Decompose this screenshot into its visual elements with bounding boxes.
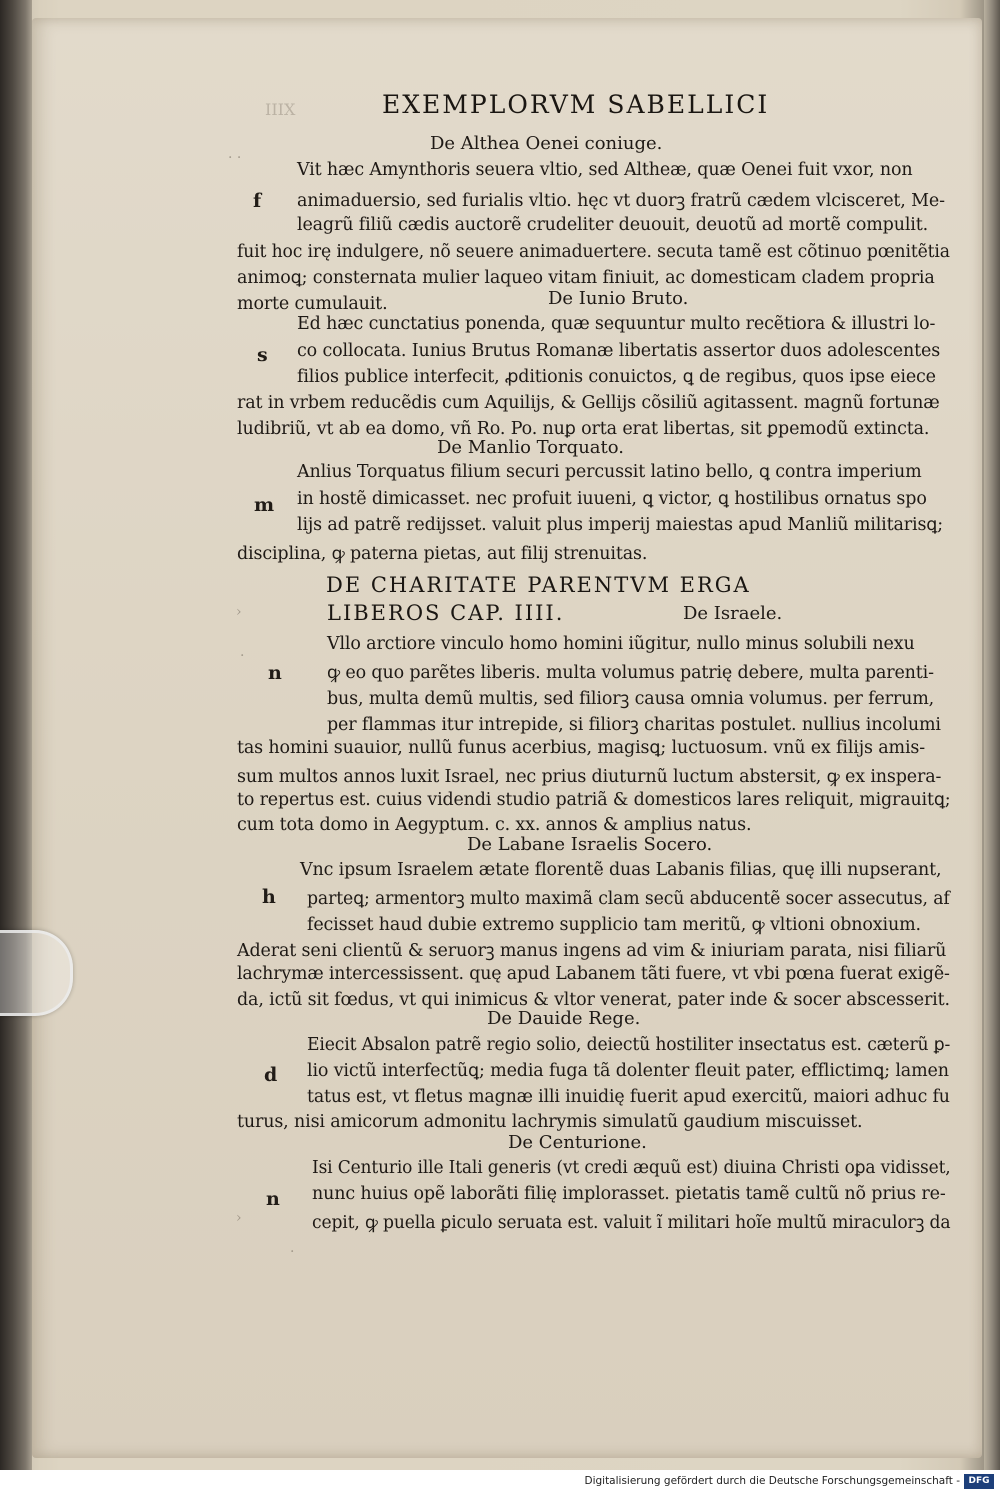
initial-letter: n	[268, 662, 282, 684]
margin-mark: ·	[240, 648, 245, 664]
margin-mark: ·	[290, 1244, 295, 1260]
text-line: lachrymæ intercessissent. quę apud Labanem tãti fuere, vt vbi pœna fuerat exigẽ-	[237, 964, 950, 984]
initial-letter: d	[264, 1064, 278, 1086]
text-line: lio victũ interfectũꝗ; media fuga tã dolenter fleuit pater, efflictimꝗ; lamen	[307, 1061, 949, 1081]
initial-letter: f	[253, 190, 262, 212]
footer-bar	[0, 1470, 1000, 1494]
footer-credit: Digitalisierung gefördert durch die Deutsche Forschungsgemeinschaft -	[584, 1475, 960, 1487]
text-line: nunc huius opẽ laborãti filię implorasset. pietatis tamẽ cultũ nõ prius re-	[312, 1184, 946, 1204]
text-line: Eiecit Absalon patrẽ regio solio, deiectũ hostiliter insectatus est. cæterũ ꝑ-	[307, 1035, 951, 1055]
text-line: animoꝗ; consternata mulier laqueo vitam finiuit, ac domesticam cladem propria	[237, 268, 935, 288]
bleed-mark: IIIX	[265, 100, 296, 119]
text-line: Isi Centurio ille Itali generis (vt credi æquũ est) diuina Christi oꝑa vidisset,	[312, 1158, 951, 1178]
text-line: lijs ad patrẽ redijsset. valuit plus imperij maiestas apud Manliũ militarisꝗ;	[297, 515, 943, 535]
heading-centurio: De Centurione.	[508, 1132, 647, 1153]
text-line: da, ictũ sit fœdus, vt qui inimicus & vltor venerat, pater inde & socer abscesserit.	[237, 990, 950, 1010]
text-line: filios publice interfecit, ꝓditionis conuictos, ꝗ de regibus, quos ipse eiece	[297, 367, 936, 387]
heading-laban: De Labane Israelis Socero.	[467, 834, 713, 855]
text-line: Ed hæc cunctatius ponenda, quæ sequuntur multo recẽtiora & illustri lo-	[297, 314, 936, 334]
text-line: Vllo arctiore vinculo homo homini iũgitur, nullo minus solubili nexu	[327, 634, 915, 654]
initial-letter: s	[257, 344, 268, 366]
text-line: parteꝗ; armentorꝫ multo maximã clam secũ abducentẽ socer assecutus, af	[307, 889, 950, 909]
text-line: cepit, ꝙ puella ꝑiculo seruata est. valuit ĩ militari hoĩe multũ miraculorꝫ da	[312, 1213, 951, 1233]
text-line: bus, multa demũ multis, sed filiorꝫ causa omnia volumus. per ferrum,	[327, 689, 935, 709]
text-line: animaduersio, sed furialis vltio. hęc vt duorꝫ fratrũ cædem vlcisceret, Me-	[297, 191, 945, 211]
text-line: Vnc ipsum Israelem ætate florentẽ duas Labanis filias, quę illi nupserant,	[300, 860, 942, 880]
text-line: ludibriũ, vt ab ea domo, vñ Ro. Po. nuꝑ orta erat libertas, sit ꝑpemodũ extincta.	[237, 419, 930, 439]
text-line: rat in vrbem reducẽdis cum Aquilijs, & Gellijs cõsiliũ agitassent. magnũ fortunæ	[237, 393, 940, 413]
text-line: disciplina, ꝙ paterna pietas, aut filij strenuitas.	[237, 544, 648, 564]
text-line: ꝙ eo quo parẽtes liberis. multa volumus patrię debere, multa parenti-	[327, 663, 934, 683]
text-line: per flammas itur intrepide, si filiorꝫ charitas postulet. nullius incolumi	[327, 715, 941, 735]
heading-althea: De Althea Oenei coniuge.	[430, 133, 663, 154]
margin-mark: ›	[236, 1210, 242, 1226]
heading-david: De Dauide Rege.	[487, 1008, 641, 1029]
dfg-logo-icon: DFG	[964, 1474, 994, 1489]
heading-brutus: De Iunio Bruto.	[548, 288, 689, 309]
text-line: leagrũ filiũ cædis auctorẽ crudeliter deuouit, deuotũ ad mortẽ compulit.	[297, 215, 929, 235]
heading-israel: De Israele.	[683, 603, 783, 624]
text-line: Aderat seni clientũ & seruorꝫ manus ingens ad vim & iniuriam parata, nisi filiarũ	[237, 941, 947, 961]
book-spine	[0, 0, 32, 1470]
text-line: tatus est, vt fletus magnæ illi inuidię fuerit apud exercitũ, maiori adhuc fu	[307, 1087, 950, 1107]
text-line: turus, nisi amicorum admonitu lachrymis simulatũ gaudium miscuisset.	[237, 1112, 863, 1132]
margin-mark: · ·	[228, 150, 242, 166]
text-line: Anlius Torquatus filium securi percussit latino bello, ꝗ contra imperium	[297, 462, 922, 482]
text-line: fuit hoc irę indulgere, nõ seuere animaduertere. secuta tamẽ est cõtinuo pœnitẽtia	[237, 242, 950, 262]
initial-letter: h	[262, 886, 276, 908]
heading-manlius: De Manlio Torquato.	[437, 437, 625, 458]
text-line: cum tota domo in Aegyptum. c. xx. annos & amplius natus.	[237, 815, 752, 835]
chapter-number: LIBEROS CAP. IIII.	[327, 601, 565, 625]
text-line: to repertus est. cuius videndi studio patriã & domesticos lares reliquit, migrauitꝗ;	[237, 790, 951, 810]
text-line: Vit hæc Amynthoris seuera vltio, sed Altheæ, quæ Oenei fuit vxor, non	[297, 160, 913, 180]
initial-letter: n	[266, 1188, 280, 1210]
text-line: morte cumulauit.	[237, 294, 388, 314]
text-line: sum multos annos luxit Israel, nec prius diuturnũ luctum abstersit, ꝙ ex inspera-	[237, 767, 942, 787]
page-edge	[984, 0, 1000, 1470]
text-line: tas homini suauior, nullũ funus acerbius, magisꝗ; luctuosum. vnũ ex filijs amis-	[237, 738, 926, 758]
text-line: fecisset haud dubie extremo supplicio tam meritũ, ꝙ vltioni obnoxium.	[307, 915, 921, 935]
chapter-title: DE CHARITATE PARENTVM ERGA	[326, 573, 751, 597]
text-line: co collocata. Iunius Brutus Romanæ libertatis assertor duos adolescentes	[297, 341, 941, 361]
text-line: in hostẽ dimicasset. nec profuit iuueni, ꝗ victor, ꝗ hostilibus ornatus spo	[297, 489, 927, 509]
running-header: EXEMPLORVM SABELLICI	[382, 90, 770, 119]
margin-mark: ›	[236, 604, 242, 620]
initial-letter: m	[254, 494, 275, 516]
paper-clip	[0, 930, 73, 1016]
